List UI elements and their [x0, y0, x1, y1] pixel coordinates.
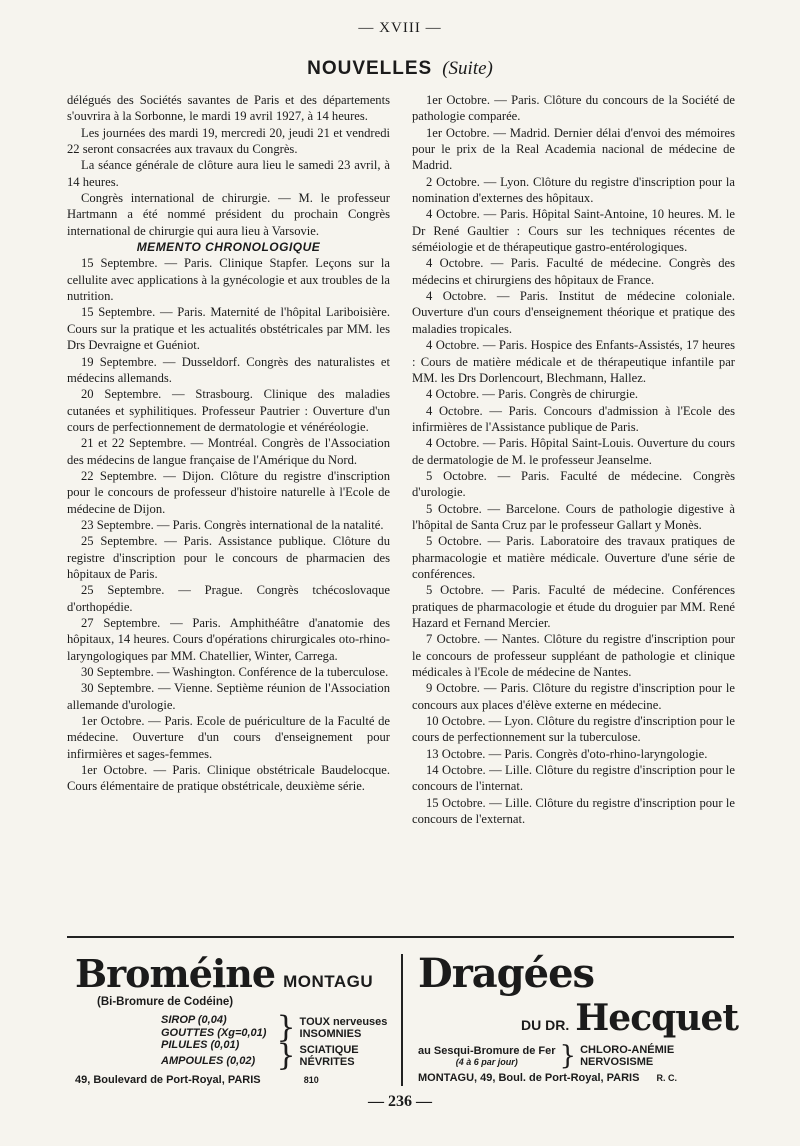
advert-brand-sub: MONTAGU [283, 972, 374, 991]
advert-forms [161, 1010, 393, 1073]
advert-dudr: DU DR. [521, 1017, 570, 1033]
agenda-entry: 5 Octobre. — Paris. Laboratoire des travaux pratiques de pharmacologie et matière médicale. Ouverture d'une série de conférences. [412, 534, 735, 581]
agenda-entry: 9 Octobre. — Paris. Clôture du registre d'inscription pour le concours aux places d'élève externe en médecine. [412, 681, 735, 712]
agenda-entry: 4 Octobre. — Paris. Congrès de chirurgie. [426, 387, 639, 402]
form-item: PILULES (0,01) [161, 1039, 240, 1051]
paragraph: Congrès international de chirurgie. — M. le professeur Hartmann a été nommé président du prochain Congrès international de chirurgie qui aura lieu à Varsovie. [67, 191, 390, 238]
advert-note: (Bi-Bromure de Codéine) [97, 996, 234, 1008]
agenda-entry: 15 Septembre. — Paris. Clinique Stapfer. Leçons sur la cellulite avec applications à la gynécologie et aux troubles de la nutrition. [67, 256, 390, 304]
address-text: 49, Boulevard de Port-Royal, PARIS [75, 1074, 261, 1086]
agenda-entry: 13 Octobre. — Paris. Congrès d'oto-rhino-laryngologie. [426, 746, 708, 761]
memento-heading: MEMENTO CHRONOLOGIQUE [136, 240, 321, 255]
agenda-entry: 1er Octobre. — Paris. Clinique obstétricale Baudelocque. Cours élémentaire de pratique obstétricale, deuxième série. [67, 763, 390, 794]
advert-code: R. C. [656, 1073, 678, 1083]
indication: NÉVRITES [299, 1056, 355, 1068]
brace-icon: } [276, 1038, 296, 1073]
agenda-entry: 4 Octobre. — Paris. Faculté de médecine. Congrès des médecins et chirurgiens des hôpitaux de France. [412, 256, 735, 287]
advert-details [418, 1041, 738, 1071]
agenda-entry: 5 Octobre. — Barcelone. Cours de pathologie digestive à l'hôpital de Santa Cruz par le professeur Gallart y Monès. [412, 501, 735, 532]
agenda-entry: 21 et 22 Septembre. — Montréal. Congrès de l'Association des médecins de langue française de l'Amérique du Nord. [67, 436, 390, 467]
advert-brand: Broméine [75, 951, 276, 996]
agenda-entry: 25 Septembre. — Prague. Congrès tchécoslovaque d'orthopédie. [67, 583, 390, 614]
form-item: SIROP (0,04) [161, 1014, 227, 1026]
agenda-entry: 22 Septembre. — Dijon. Clôture du registre d'inscription pour le concours de professeur d'histoire naturelle à l'Ecole de médecine de Dijon. [67, 468, 390, 516]
agenda-entry: 4 Octobre. — Paris. Hôpital Saint-Antoine, 10 heures. M. le Dr René Gaultier : Cours sur les techniques récentes de séméiologie et de thérapeutique gastro-entérologiques. [412, 207, 735, 255]
composition: au Sesqui-Bromure de Fer [418, 1045, 556, 1057]
agenda-entry: 1er Octobre. — Paris. Clôture du concours de la Société de pathologie comparée. [412, 93, 735, 124]
agenda-entry: 4 Octobre. — Paris. Concours d'admission à l'Ecole des infirmières de l'Assistance publique de Paris. [412, 403, 735, 434]
agenda-entry: 5 Octobre. — Paris. Faculté de médecine. Congrès d'urologie. [412, 468, 735, 500]
indication: TOUX nerveuses [299, 1015, 388, 1028]
form-item: AMPOULES (0,02) [161, 1054, 256, 1067]
heading-suite: (Suite) [442, 58, 493, 79]
page-footer-number: — 236 — [368, 1093, 432, 1110]
agenda-entry: 15 Octobre. — Lille. Clôture du registre d'inscription pour le concours de l'externat. [412, 795, 735, 827]
advert-address [75, 1074, 393, 1086]
advert-column-divider [401, 954, 403, 1086]
agenda-entry: 1er Octobre. — Madrid. Dernier délai d'envoi des mémoires pour le prix de la Real Academia nacional de médecine de Madrid. [412, 125, 735, 173]
agenda-entry: 4 Octobre. — Paris. Hospice des Enfants-Assistés, 17 heures : Cours de matière médicale et de thérapeutique infantile par MM. les Drs Dorlencourt, Blechmann, Hallez. [412, 338, 735, 385]
agenda-entry: 5 Octobre. — Paris. Faculté de médecine. Conférences pratiques de pharmacologie et étude du droguier par MM. René Hazard et Fernand Mercier. [412, 583, 735, 630]
brace-icon: } [559, 1041, 577, 1071]
paragraph: Les journées des mardi 19, mercredi 20, jeudi 21 et vendredi 22 seront consacrées aux travaux du Congrès. [67, 125, 390, 157]
indication: SCIATIQUE [299, 1043, 359, 1056]
agenda-entry: 15 Septembre. — Paris. Maternité de l'hôpital Lariboisière. Cours sur la pratique et les actualités obstétricales par MM. les Drs Devraigne et Guéniot. [67, 305, 390, 353]
agenda-entry: 4 Octobre. — Paris. Institut de médecine coloniale. Ouverture d'un cours d'enseignement théorique et pratique des maladies tropicales. [412, 289, 735, 336]
advert-bromeine [75, 952, 393, 1090]
paragraph: La séance générale de clôture aura lieu le samedi 23 avril, à 14 heures. [67, 158, 390, 189]
form-item: GOUTTES (Xg=0,01) [161, 1026, 267, 1039]
address-text: MONTAGU, 49, Boul. de Port-Royal, PARIS [418, 1072, 640, 1084]
advert-dragees-hecquet [418, 952, 738, 1090]
agenda-entry: 25 Septembre. — Paris. Assistance publique. Clôture du registre d'inscription pour le concours de pharmacien des hôpitaux de Paris. [67, 534, 390, 581]
advert-code: 810 [303, 1075, 319, 1085]
indication: CHLORO-ANÉMIE [580, 1044, 675, 1056]
dose: (4 à 6 par jour) [455, 1057, 518, 1067]
agenda-entry: 23 Septembre. — Paris. Congrès international de la natalité. [81, 517, 384, 532]
agenda-entry: 2 Octobre. — Lyon. Clôture du registre d'inscription pour la nomination d'externes des hôpitaux. [412, 174, 735, 206]
agenda-entry: 19 Septembre. — Dusseldorf. Congrès des naturalistes et médecins allemands. [67, 354, 390, 385]
agenda-entry: 20 Septembre. — Strasbourg. Clinique des maladies cutanées et syphilitiques. Professeur Pautrier : Ouverture d'un cours de perfectionnement de dermatologie et vénéréologie. [67, 387, 390, 434]
indication: NERVOSISME [580, 1056, 654, 1068]
section-heading [0, 58, 800, 80]
agenda-entry: 4 Octobre. — Paris. Hôpital Saint-Louis. Ouverture du cours de dermatologie de M. le professeur Jeanselme. [412, 436, 735, 467]
advert-brand: Dragées [418, 950, 595, 997]
heading-title: NOUVELLES [307, 58, 433, 79]
agenda-entry: 30 Septembre. — Washington. Conférence de la tuberculose. [81, 665, 389, 680]
agenda-entry: 14 Octobre. — Lille. Clôture du registre d'inscription pour le concours de l'internat. [412, 763, 735, 794]
advert-brand-name: Hecquet [575, 997, 738, 1039]
agenda-entry: 1er Octobre. — Paris. Ecole de puériculture de la Faculté de médecine. Ouverture d'un cours d'enseignement pour infirmières et sages-femmes. [67, 714, 390, 761]
brace-icon: } [276, 1010, 296, 1045]
paragraph: délégués des Sociétés savantes de Paris et des départements s'ouvrira à la Sorbonne, le mardi 19 avril 1927, à 14 heures. [67, 93, 390, 124]
agenda-entry: 30 Septembre. — Vienne. Septième réunion de l'Association allemande d'urologie. [67, 681, 390, 712]
left-column [67, 92, 390, 795]
agenda-entry: 27 Septembre. — Paris. Amphithéâtre d'anatomie des hôpitaux, 14 heures. Cours d'opérations chirurgicales oto-rhino-laryngologiques par MM. Chatellier, Winter, Carrega. [67, 616, 390, 663]
advert-divider [67, 936, 734, 938]
right-column [412, 92, 735, 827]
agenda-entry: 7 Octobre. — Nantes. Clôture du registre d'inscription pour le concours de professeur suppléant de pathologie et clinique médicales à l'Ecole de médecine de Nantes. [412, 632, 735, 680]
agenda-entry: 10 Octobre. — Lyon. Clôture du registre d'inscription pour le cours de perfectionnement sur la tuberculose. [412, 714, 736, 745]
advert-address [418, 1072, 738, 1084]
page-header-number: — XVIII — [358, 20, 442, 36]
indication: INSOMNIES [299, 1028, 362, 1040]
